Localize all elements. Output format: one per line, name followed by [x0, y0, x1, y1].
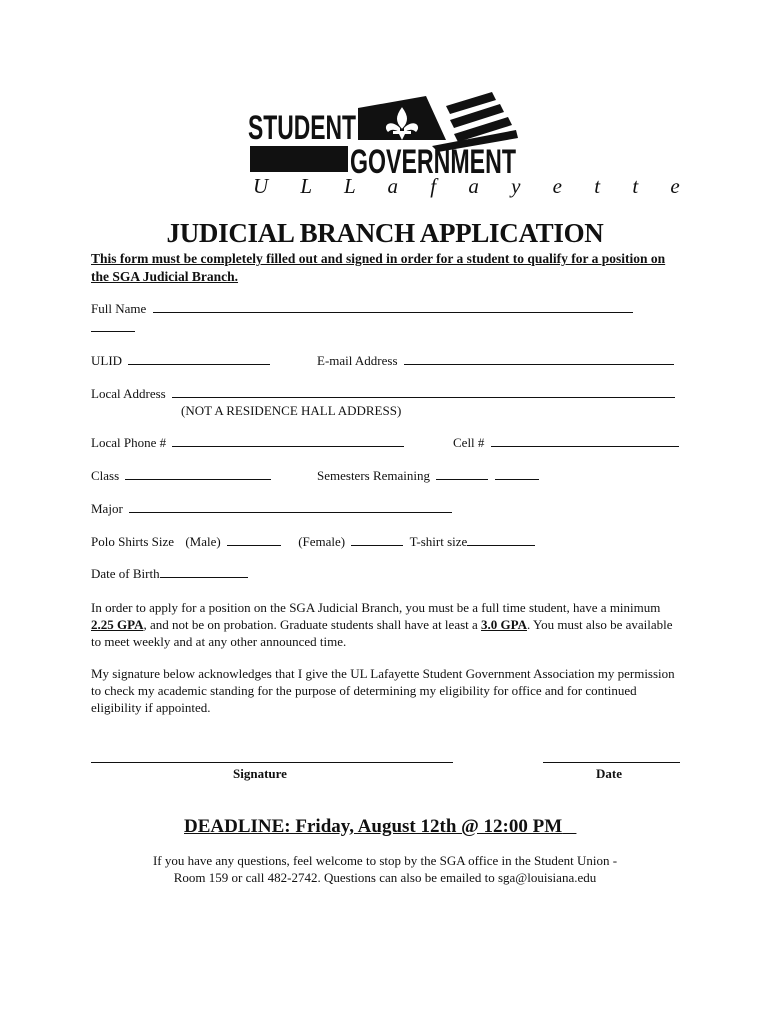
semesters-field-2[interactable]	[495, 468, 539, 480]
acknowledgement-paragraph: My signature below acknowledges that I give the UL Lafayette Student Government Association my permission to check my academic standing for the purpose of determining my eligibility for office and for continued eligibility if appointed.	[91, 666, 675, 715]
requirements-text-3: . You must also be available to meet weekly and at any other announced time.	[91, 617, 673, 649]
deadline-notice	[184, 816, 576, 838]
date-field[interactable]	[543, 762, 680, 763]
ulid-row	[91, 353, 270, 369]
email-row	[317, 353, 674, 369]
dob-row	[91, 566, 248, 582]
local-address-row	[91, 386, 675, 402]
contact-line-2: Room 159 or call 482-2742. Questions can also be emailed to sga@louisiana.edu	[173, 870, 597, 885]
page-title: JUDICIAL BRANCH APPLICATION	[166, 218, 604, 248]
logo-subtitle: U L L a f a y e t t e	[253, 174, 694, 198]
polo-female-label: (Female)	[298, 534, 346, 549]
local-phone-row	[91, 435, 404, 451]
local-address-label: Local Address	[91, 386, 166, 401]
requirements-text-2: , and not be on probation. Graduate students shall have at least a	[143, 617, 482, 632]
major-label: Major	[91, 501, 123, 516]
tshirt-label: T-shirt size	[409, 534, 468, 549]
polo-label: Polo Shirts Size	[91, 534, 175, 549]
polo-row	[91, 534, 535, 550]
grad-gpa: 3.0 GPA	[481, 617, 528, 632]
date-label: Date	[596, 766, 622, 781]
full-name-field[interactable]	[153, 301, 633, 313]
logo-bar	[250, 146, 348, 172]
requirements-text-1: In order to apply for a position on the SGA Judicial Branch, you must be a full time student, have a minimum	[91, 600, 661, 615]
cell-row	[453, 435, 679, 451]
cell-field[interactable]	[491, 435, 679, 447]
class-row	[91, 468, 271, 484]
semesters-field[interactable]	[436, 468, 488, 480]
class-label: Class	[91, 468, 120, 483]
logo-line1: STUDENT	[248, 109, 357, 147]
requirements-paragraph	[91, 599, 683, 650]
min-gpa: 2.25 GPA	[91, 617, 144, 632]
local-phone-field[interactable]	[172, 435, 404, 447]
polo-female-field[interactable]	[351, 534, 403, 546]
semesters-label: Semesters Remaining	[317, 468, 431, 483]
tshirt-field[interactable]	[467, 534, 535, 546]
contact-line-1: If you have any questions, feel welcome to stop by the SGA office in the Student Union -	[152, 853, 618, 868]
deadline-text: DEADLINE: Friday, August 12th @ 12:00 PM	[184, 816, 563, 837]
email-label: E-mail Address	[317, 353, 398, 368]
signature-label: Signature	[233, 766, 287, 781]
class-field[interactable]	[125, 468, 271, 480]
contact-info	[0, 852, 770, 886]
ulid-label: ULID	[91, 353, 123, 368]
major-row	[91, 501, 452, 517]
cell-label: Cell #	[453, 435, 485, 450]
ulid-field[interactable]	[128, 353, 270, 365]
email-field[interactable]	[404, 353, 674, 365]
full-name-field-continued[interactable]	[91, 320, 135, 332]
semesters-row	[317, 468, 539, 484]
dob-label: Date of Birth	[91, 566, 160, 581]
signature-field[interactable]	[91, 762, 453, 763]
local-address-field[interactable]	[172, 386, 675, 398]
form-instructions: This form must be completely filled out and signed in order for a student to qualify for a position on the SGA Judicial Branch.	[91, 251, 666, 284]
polo-male-field[interactable]	[227, 534, 281, 546]
polo-male-label: (Male)	[185, 534, 221, 549]
logo-line2: GOVERNMENT	[350, 143, 517, 181]
full-name-row-continued	[91, 320, 135, 336]
major-field[interactable]	[129, 501, 452, 513]
address-note: (NOT A RESIDENCE HALL ADDRESS)	[181, 403, 402, 418]
full-name-label: Full Name	[91, 301, 147, 316]
dob-field[interactable]	[160, 566, 248, 578]
local-phone-label: Local Phone #	[91, 435, 167, 450]
full-name-row	[91, 301, 633, 317]
